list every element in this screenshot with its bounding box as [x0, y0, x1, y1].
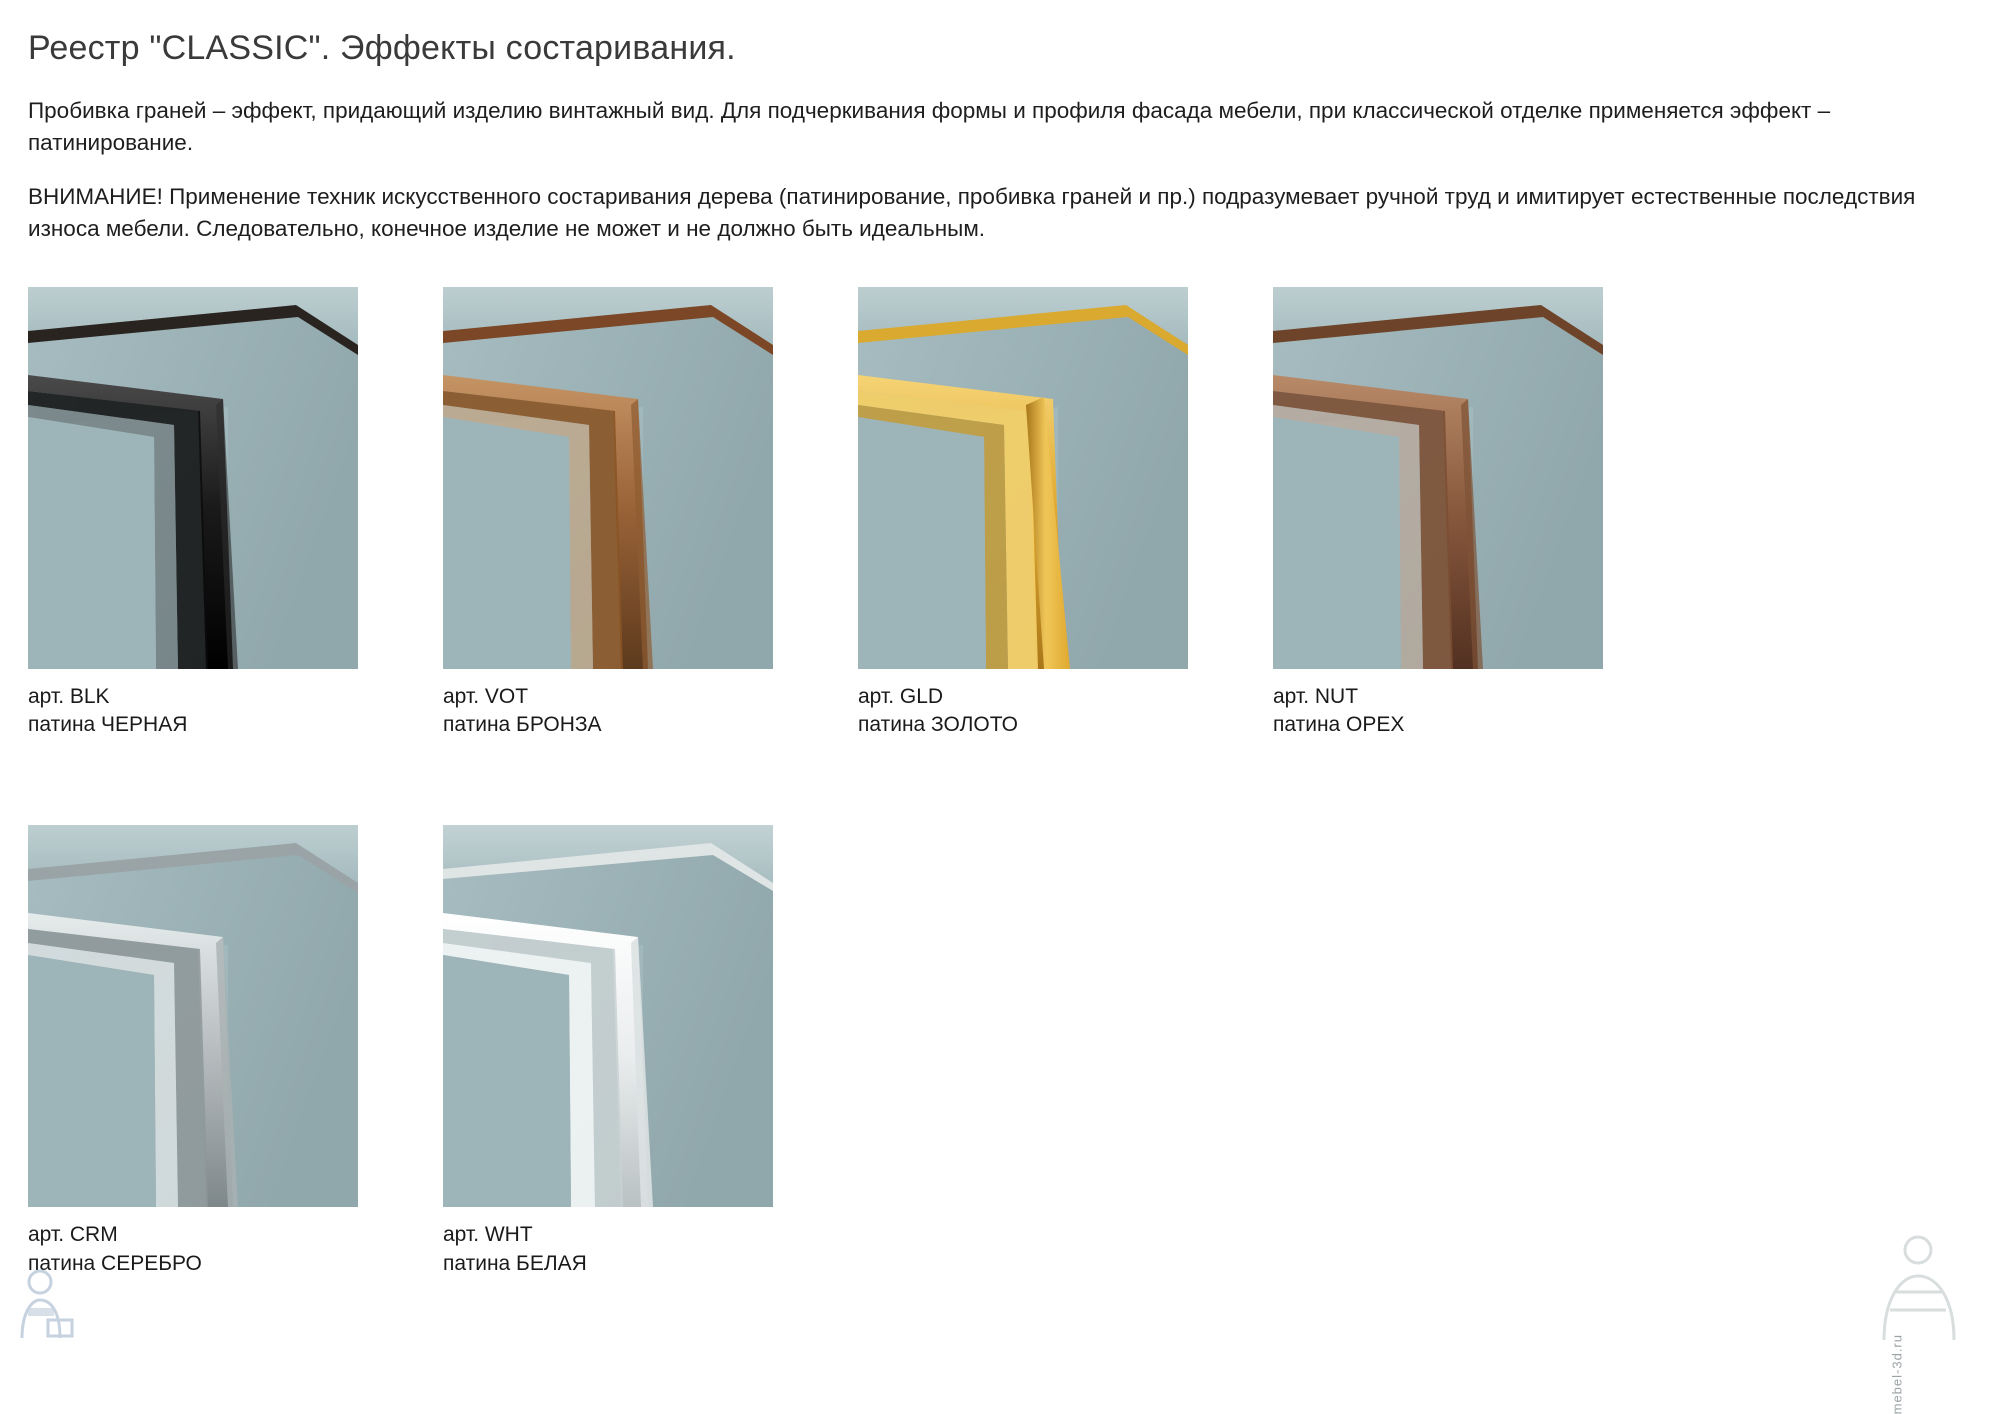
sample-image — [1273, 287, 1603, 669]
sample-image — [28, 825, 358, 1207]
door-corner-illustration — [1273, 287, 1603, 669]
sample-caption — [443, 683, 858, 740]
sample-image — [858, 287, 1188, 669]
sample-art: арт. WHT — [443, 1223, 533, 1247]
sample-patina: патина ЧЕРНАЯ — [28, 712, 188, 736]
door-corner-illustration — [28, 287, 358, 669]
sample-image — [443, 287, 773, 669]
samples-row-1 — [28, 287, 1970, 740]
sample-caption — [28, 683, 443, 740]
sample-caption — [1273, 683, 1688, 740]
sample-caption — [28, 1221, 443, 1278]
sample-card-empty — [858, 825, 1273, 1278]
page-title: Реестр "CLASSIC". Эффекты состаривания. — [28, 29, 736, 67]
sample-art: арт. NUT — [1273, 684, 1359, 708]
sample-card[interactable] — [28, 825, 443, 1278]
sample-art: арт. GLD — [858, 684, 944, 708]
door-corner-illustration — [443, 825, 773, 1207]
sample-card-empty — [1273, 825, 1688, 1278]
sample-art: арт. CRM — [28, 1223, 118, 1247]
sample-card[interactable] — [443, 825, 858, 1278]
warning-label: ВНИМАНИЕ! — [28, 183, 163, 209]
sample-art: арт. VOT — [443, 684, 529, 708]
intro-paragraph: Пробивка граней – эффект, придающий изделию винтажный вид. Для подчеркивания формы и профиля фасада мебели, при классической отделке применяется эффект – патинирование. — [28, 97, 1831, 155]
sample-image — [28, 287, 358, 669]
door-corner-illustration — [858, 287, 1188, 669]
watermark-text: mebel-3d.ru — [1889, 1334, 1904, 1414]
sample-art: арт. BLK — [28, 684, 110, 708]
sample-card[interactable] — [1273, 287, 1688, 740]
watermark-logo-icon — [1854, 1230, 1984, 1350]
sample-card[interactable] — [443, 287, 858, 740]
sample-caption — [443, 1221, 858, 1278]
sample-patina: патина БРОНЗА — [443, 712, 602, 736]
door-corner-illustration — [28, 825, 358, 1207]
sample-patina: патина ОРЕХ — [1273, 712, 1405, 736]
sample-patina: патина СЕРЕБРО — [28, 1251, 202, 1275]
watermark-figure-icon — [14, 1268, 78, 1342]
sample-card[interactable] — [28, 287, 443, 740]
sample-caption — [858, 683, 1273, 740]
sample-image — [443, 825, 773, 1207]
samples-row-2 — [28, 825, 1970, 1278]
sample-patina: патина ЗОЛОТО — [858, 712, 1018, 736]
warning-paragraph — [28, 181, 1958, 245]
sample-patina: патина БЕЛАЯ — [443, 1251, 587, 1275]
door-corner-illustration — [443, 287, 773, 669]
warning-text: Применение техник искусственного состаривания дерева (патинирование, пробивка граней и пр.) подразумевает ручной труд и имитирует естественные последствия износа мебели. Следовательно, конечное изделие не может и не должно быть идеальным. — [28, 183, 1916, 241]
sample-card[interactable] — [858, 287, 1273, 740]
